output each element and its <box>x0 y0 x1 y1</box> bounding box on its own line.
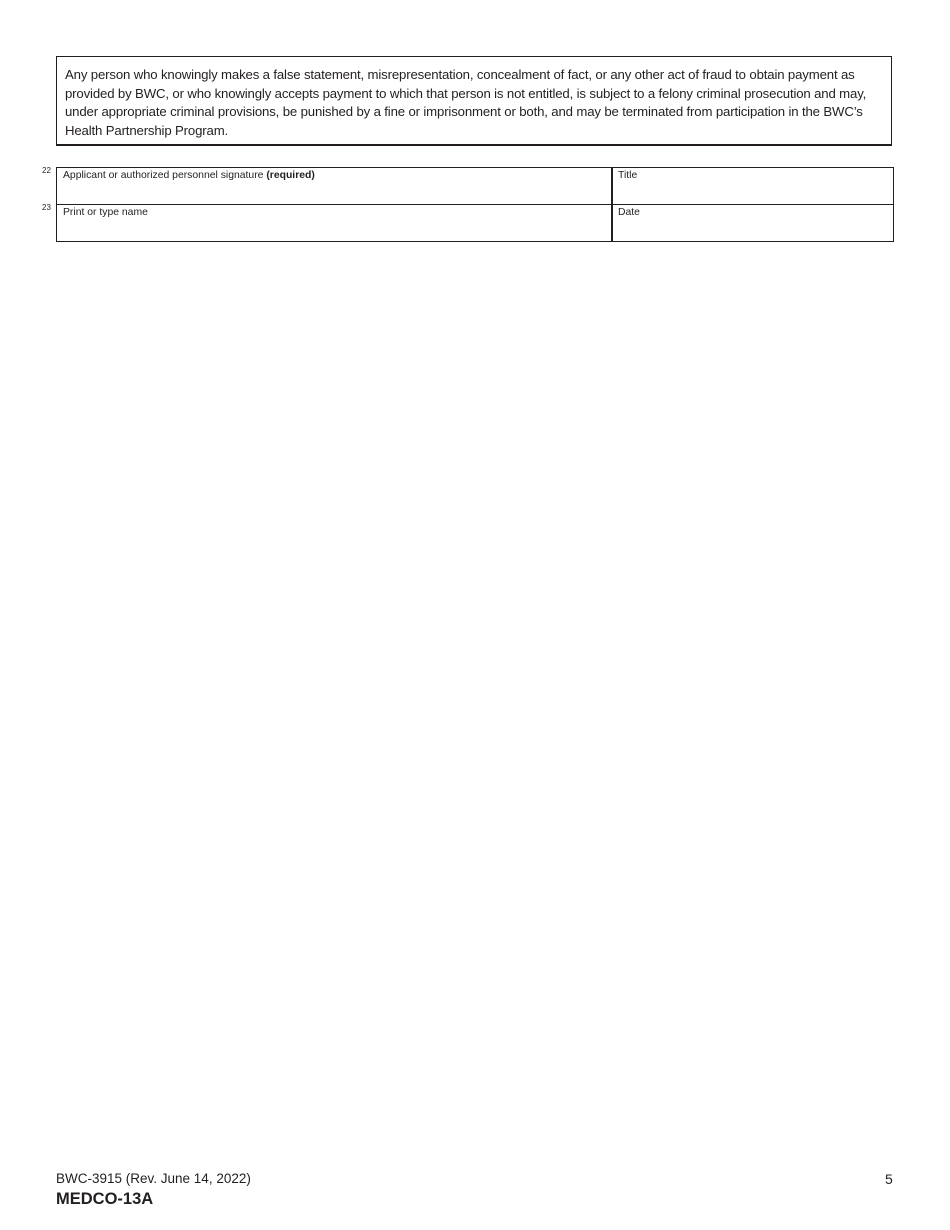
required-marker: (required) <box>266 170 315 181</box>
title-label: Title <box>618 170 638 181</box>
field-number-22: 22 <box>42 166 51 175</box>
fraud-notice: Any person who knowingly makes a false statement, misrepresentation, concealment of fact, or any other act of fraud to obtain payment as provided by BWC, or who knowingly accepts payment to which that person is not entitled, is subject to a felony criminal prosecution and may, under appropriate criminal provisions, be punished by a fine or imprisonment or both, and may be terminated from participation in the BWC’s Health Partnership Program. <box>56 56 892 146</box>
form-number: BWC-3915 (Rev. June 14, 2022) <box>56 1171 251 1186</box>
page-number: 5 <box>885 1171 893 1187</box>
name-row <box>57 205 893 241</box>
field-number-23: 23 <box>42 203 51 212</box>
print-name-label: Print or type name <box>63 207 148 218</box>
print-name-field[interactable] <box>57 205 613 241</box>
signature-label: Applicant or authorized personnel signature <box>63 170 264 181</box>
form-code: MEDCO-13A <box>56 1190 154 1208</box>
signature-table <box>56 167 894 242</box>
date-field[interactable] <box>613 205 893 241</box>
signature-row <box>57 168 893 205</box>
date-label: Date <box>618 207 640 218</box>
title-field[interactable] <box>613 168 893 204</box>
signature-field[interactable] <box>57 168 613 204</box>
